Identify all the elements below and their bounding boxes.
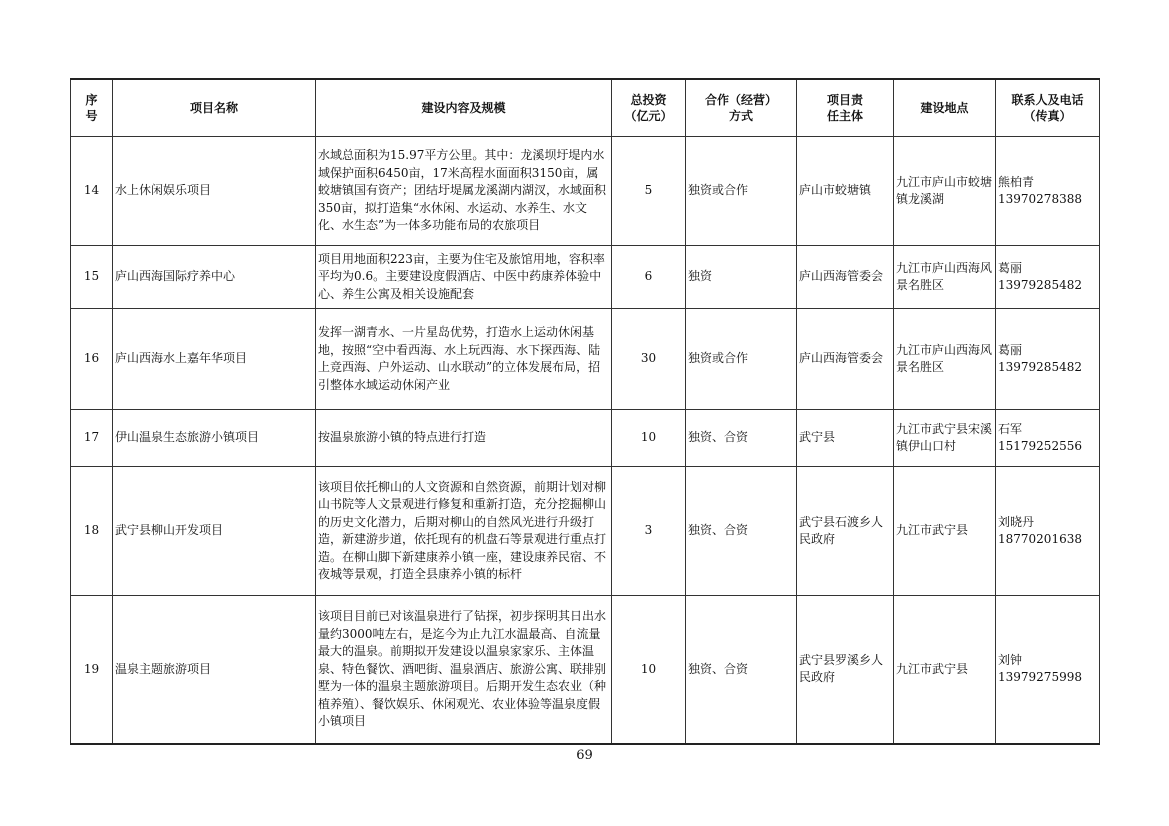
row-seq: 19 xyxy=(71,596,113,744)
row-owner: 庐山西海管委会 xyxy=(797,246,894,309)
header-investment: 总投资 （亿元） xyxy=(612,79,686,137)
row-content: 项目用地面积223亩，主要为住宅及旅馆用地，容积率平均为0.6。主要建设度假酒店、中医中药康养体验中心、养生公寓及相关设施配套 xyxy=(316,246,612,309)
row-contact xyxy=(996,137,1100,246)
row-name: 温泉主题旅游项目 xyxy=(113,596,316,744)
row-location: 九江市庐山市蛟塘镇龙溪湖 xyxy=(894,137,996,246)
row-owner: 武宁县石渡乡人民政府 xyxy=(797,467,894,596)
row-name: 武宁县柳山开发项目 xyxy=(113,467,316,596)
row-contact xyxy=(996,596,1100,744)
contact-name: 熊柏青 xyxy=(998,174,1035,189)
table-row xyxy=(71,309,1100,410)
row-content: 该项目目前已对该温泉进行了钻探，初步探明其日出水量约3000吨左右，是迄今为止九江水温最高、自流量最大的温泉。前期拟开发建设以温泉家家乐、主体温泉、特色餐饮、酒吧街、温泉酒店、旅游公寓、联排别墅为一体的温泉主题旅游项目。后期开发生态农业（种植养殖）、餐饮娱乐、休闲观光、农业体验等温泉度假小镇项目 xyxy=(316,596,612,744)
header-seq: 序 号 xyxy=(71,79,113,137)
table-row xyxy=(71,246,1100,309)
contact-name: 葛丽 xyxy=(998,342,1023,357)
row-seq: 18 xyxy=(71,467,113,596)
row-content: 按温泉旅游小镇的特点进行打造 xyxy=(316,410,612,467)
header-mode: 合作（经营） 方式 xyxy=(686,79,797,137)
row-contact xyxy=(996,246,1100,309)
row-location: 九江市武宁县 xyxy=(894,596,996,744)
row-investment: 10 xyxy=(612,410,686,467)
contact-phone: 15179252556 xyxy=(998,439,1082,453)
row-content: 该项目依托柳山的人文资源和自然资源，前期计划对柳山书院等人文景观进行修复和重新打造，充分挖掘柳山的历史文化潜力，后期对柳山的自然风光进行升级打造，新建游步道，依托现有的机盘石等景观进行重点打造。在柳山脚下新建康养小镇一座，建设康养民宿、不夜城等景观，打造全县康养小镇的标杆 xyxy=(316,467,612,596)
row-investment: 30 xyxy=(612,309,686,410)
row-name: 庐山西海水上嘉年华项目 xyxy=(113,309,316,410)
row-investment: 5 xyxy=(612,137,686,246)
contact-name: 刘钟 xyxy=(998,652,1023,667)
table-row xyxy=(71,596,1100,744)
row-seq: 15 xyxy=(71,246,113,309)
row-contact xyxy=(996,309,1100,410)
contact-name: 刘晓丹 xyxy=(998,514,1035,529)
contact-phone: 13970278388 xyxy=(998,192,1082,206)
row-owner: 武宁县罗溪乡人民政府 xyxy=(797,596,894,744)
row-name: 水上休闲娱乐项目 xyxy=(113,137,316,246)
contact-phone: 13979285482 xyxy=(998,278,1082,292)
contact-name: 石军 xyxy=(998,421,1023,436)
row-seq: 16 xyxy=(71,309,113,410)
table-row xyxy=(71,410,1100,467)
contact-phone: 13979275998 xyxy=(998,670,1082,685)
row-name: 伊山温泉生态旅游小镇项目 xyxy=(113,410,316,467)
row-content: 水域总面积为15.97平方公里。其中：龙溪坝圩堤内水域保护面积6450亩，17米高程水面面积3150亩，属蛟塘镇国有资产；团结圩堤属龙溪湖内湖汊，水域面积350亩，拟打造集“水休闲、水运动、水养生、水文化、水生态”为一体多功能布局的农旅项目 xyxy=(316,137,612,246)
contact-phone: 18770201638 xyxy=(998,532,1082,546)
row-seq: 14 xyxy=(71,137,113,246)
row-owner: 庐山市蛟塘镇 xyxy=(797,137,894,246)
row-mode: 独资或合作 xyxy=(686,137,797,246)
header-row xyxy=(71,79,1100,137)
row-mode: 独资、合资 xyxy=(686,467,797,596)
row-mode: 独资或合作 xyxy=(686,309,797,410)
header-contact: 联系人及电话 （传真） xyxy=(996,79,1100,137)
row-location: 九江市武宁县 xyxy=(894,467,996,596)
row-owner: 武宁县 xyxy=(797,410,894,467)
project-table xyxy=(70,78,1100,745)
row-mode: 独资、合资 xyxy=(686,410,797,467)
table-row xyxy=(71,467,1100,596)
row-content: 发挥一湖青水、一片星岛优势，打造水上运动休闲基地，按照“空中看西海、水上玩西海、水下探西海、陆上竞西海、户外运动、山水联动”的立体发展布局，招引整体水域运动休闲产业 xyxy=(316,309,612,410)
row-investment: 10 xyxy=(612,596,686,744)
row-owner: 庐山西海管委会 xyxy=(797,309,894,410)
header-owner: 项目责 任主体 xyxy=(797,79,894,137)
row-contact xyxy=(996,467,1100,596)
row-location: 九江市庐山西海风景名胜区 xyxy=(894,309,996,410)
contact-name: 葛丽 xyxy=(998,260,1023,275)
header-content: 建设内容及规模 xyxy=(316,79,612,137)
row-mode: 独资 xyxy=(686,246,797,309)
header-location: 建设地点 xyxy=(894,79,996,137)
table-row xyxy=(71,137,1100,246)
row-location: 九江市庐山西海风景名胜区 xyxy=(894,246,996,309)
row-investment: 6 xyxy=(612,246,686,309)
row-contact xyxy=(996,410,1100,467)
row-location: 九江市武宁县宋溪镇伊山口村 xyxy=(894,410,996,467)
row-seq: 17 xyxy=(71,410,113,467)
contact-phone: 13979285482 xyxy=(998,360,1082,374)
row-mode: 独资、合资 xyxy=(686,596,797,744)
page-number: 69 xyxy=(576,748,593,763)
header-name: 项目名称 xyxy=(113,79,316,137)
row-name: 庐山西海国际疗养中心 xyxy=(113,246,316,309)
row-investment: 3 xyxy=(612,467,686,596)
